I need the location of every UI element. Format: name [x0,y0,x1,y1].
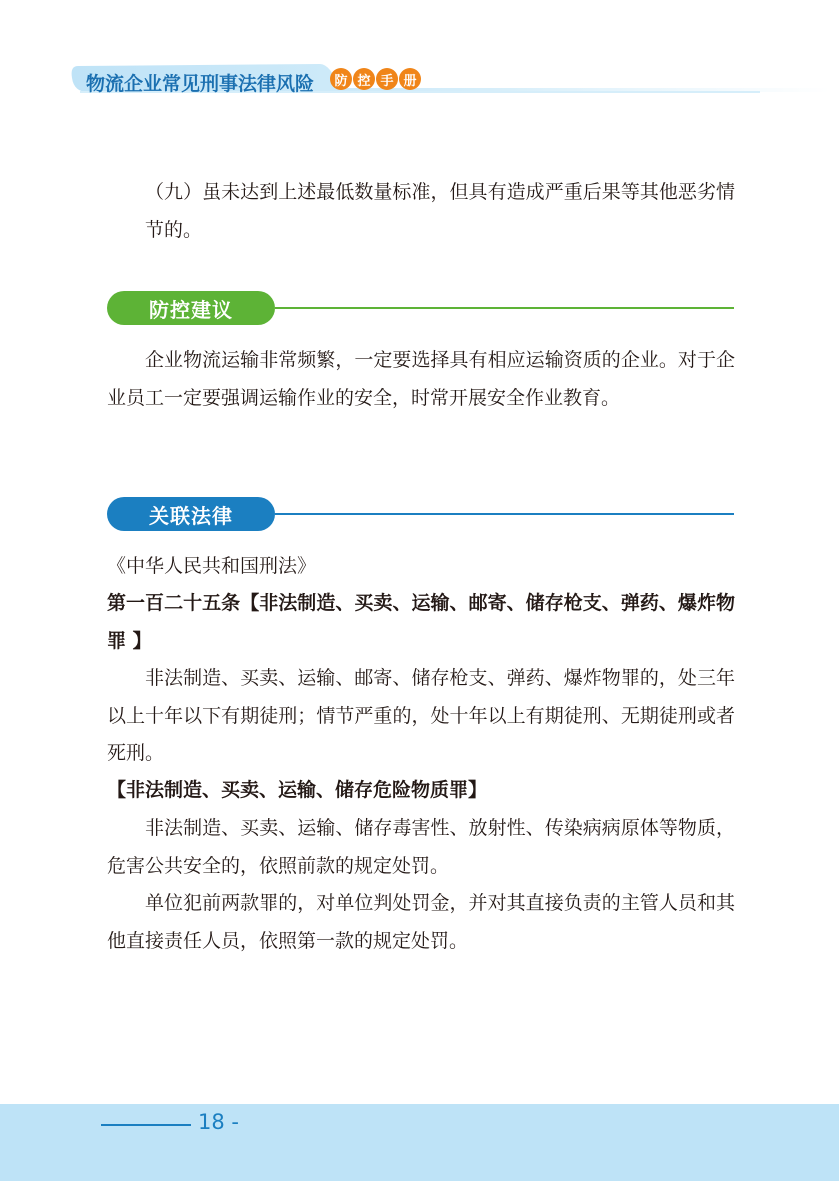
article-subtitle: 【非法制造、买卖、运输、储存危险物质罪】 [107,779,488,801]
header-title: 物流企业常见刑事法律风险 [86,73,315,95]
article-paragraph-1: 非法制造、买卖、运输、邮寄、储存枪支、弹药、爆炸物罪的，处三年以上十年以下有期徒刑；情节严重的，处十年以上有期徒刑、无期徒刑或者死刑。 [107,667,735,764]
badge-char: 控 [353,68,375,90]
article-paragraph-3: 单位犯前两款罪的，对单位判处罚金，并对其直接负责的主管人员和其他直接责任人员，依照第一款的规定处罚。 [107,892,735,952]
section-heading-advice [107,291,734,325]
section-heading-law [107,497,734,531]
footer-rule [101,1124,191,1126]
header-badge [330,68,421,90]
badge-char: 防 [330,68,352,90]
section-pill: 防控建议 [107,291,275,325]
section-rule [275,513,734,515]
law-name: 《中华人民共和国刑法》 [107,555,317,577]
advice-paragraph: 企业物流运输非常频繁，一定要选择具有相应运输资质的企业。对于企业员工一定要强调运输作业的安全，时常开展安全作业教育。 [107,349,735,409]
clause-nine: （九）虽未达到上述最低数量标准，但具有造成严重后果等其他恶劣情节的。 [145,181,735,241]
badge-char: 手 [376,68,398,90]
badge-char: 册 [399,68,421,90]
section-rule [275,307,734,309]
article-paragraph-2: 非法制造、买卖、运输、储存毒害性、放射性、传染病病原体等物质，危害公共安全的，依照前款的规定处罚。 [107,817,735,877]
page-footer [0,1104,839,1181]
article-title: 第一百二十五条【非法制造、买卖、运输、邮寄、储存枪支、弹药、爆炸物罪 】 [107,592,735,652]
page-header [0,52,839,104]
page-number: 18 - [198,1110,239,1134]
section-pill: 关联法律 [107,497,275,531]
